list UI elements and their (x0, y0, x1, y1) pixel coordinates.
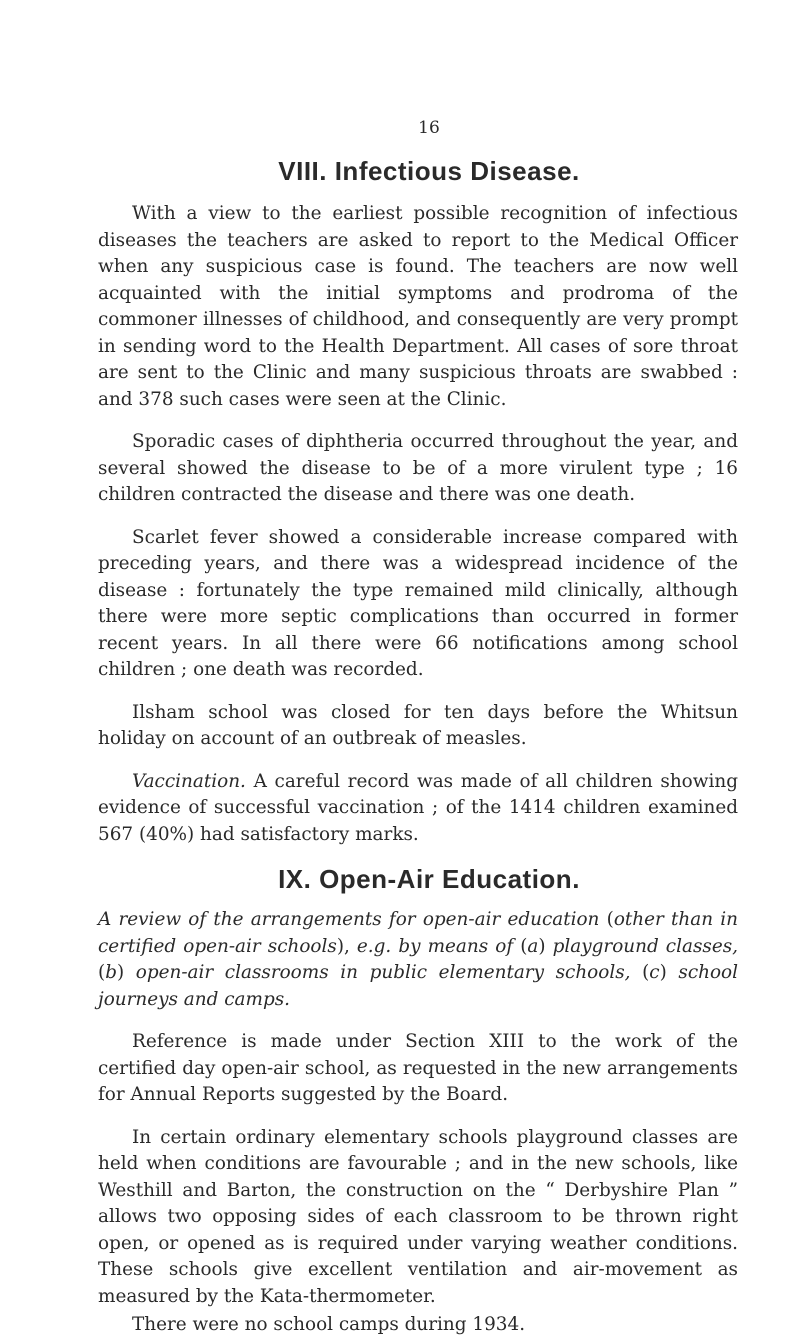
paragraph-vaccination (98, 769, 738, 849)
paragraph-measles: Ilsham school was closed for ten days before the Whitsun holiday on account of an outbreak of measles. (98, 701, 738, 749)
review-paren: ), (336, 935, 357, 957)
review-part: a (527, 935, 539, 957)
review-part: other than in certified open-air schools (98, 909, 738, 957)
review-paren: ( (520, 935, 528, 957)
vaccination-lead: Vaccination. (132, 770, 246, 792)
review-part: A review of the arrangements for open-air education (98, 909, 607, 930)
page-number: 16 (418, 118, 440, 138)
review-paren: ) (659, 962, 679, 983)
review-part: playground classes, (552, 935, 738, 957)
review-part: b (105, 962, 117, 983)
review-paren: ) (538, 935, 553, 957)
paragraph-reference: Reference is made under Section XIII to the work of the certified day open-air school, as requested in the new arrangements for Annual Reports suggested by the Board. (98, 1031, 738, 1105)
review-paren: ( (606, 909, 614, 930)
review-part: e.g. by means of (356, 935, 521, 957)
paragraph-school-camps: There were no school camps during 1934. (132, 1314, 526, 1335)
paragraph-recognition: With a view to the earliest possible recognition of infectious diseases the teachers are asked to report to the Medical Officer when any suspicious case is found. The teachers are now well acquainted with the initial symptoms and prodroma of the commoner illnesses of childhood, and consequently are very prompt in sending word to the Health Department. All cases of sore throat are sent to the Clinic and many suspicious throats are swabbed : and 378 such cases were seen at the Clinic. (98, 203, 738, 410)
paragraph-diphtheria: Sporadic cases of diphtheria occurred throughout the year, and several showed the disease to be of a more virulent type ; 16 children contracted the disease and there was one death. (98, 431, 738, 505)
section-heading-infectious-disease: VIII. Infectious Disease. (278, 156, 580, 186)
review-paren: ( (98, 962, 106, 983)
review-part: open-air classrooms in public elementary schools, (135, 962, 643, 983)
vaccination-text: A careful record was made of all children showing evidence of successful vaccination ; of the 1414 children examined 567 (40%) had satisfactory marks. (98, 770, 738, 845)
paragraph-playground-classes: In certain ordinary elementary schools playground classes are held when conditions are favourable ; and in the new schools, like Westhill and Barton, the construction on the “ Derbyshire Plan ” allows two opposing sides of each classroom to be thrown right open, or opened as is required under varying weather conditions. These schools give excellent ventilation and air-movement as measured by the Kata-thermometer. (98, 1126, 738, 1307)
review-part: c (649, 962, 660, 983)
review-paren: ) (116, 962, 136, 983)
section-heading-open-air-education: IX. Open-Air Education. (278, 864, 580, 894)
document-page (98, 118, 738, 1339)
review-part: school journeys and camps. (98, 962, 738, 1010)
paragraph-scarlet-fever: Scarlet fever showed a considerable increase compared with preceding years, and there was a widespread incidence of the disease : fortunately the type remained mild clinically, although there were more septic complications than occurred in former recent years. In all there were 66 notifications among school children ; one death was recorded. (98, 526, 738, 680)
paragraph-review-italic (98, 907, 738, 1013)
review-paren: ( (642, 962, 650, 983)
